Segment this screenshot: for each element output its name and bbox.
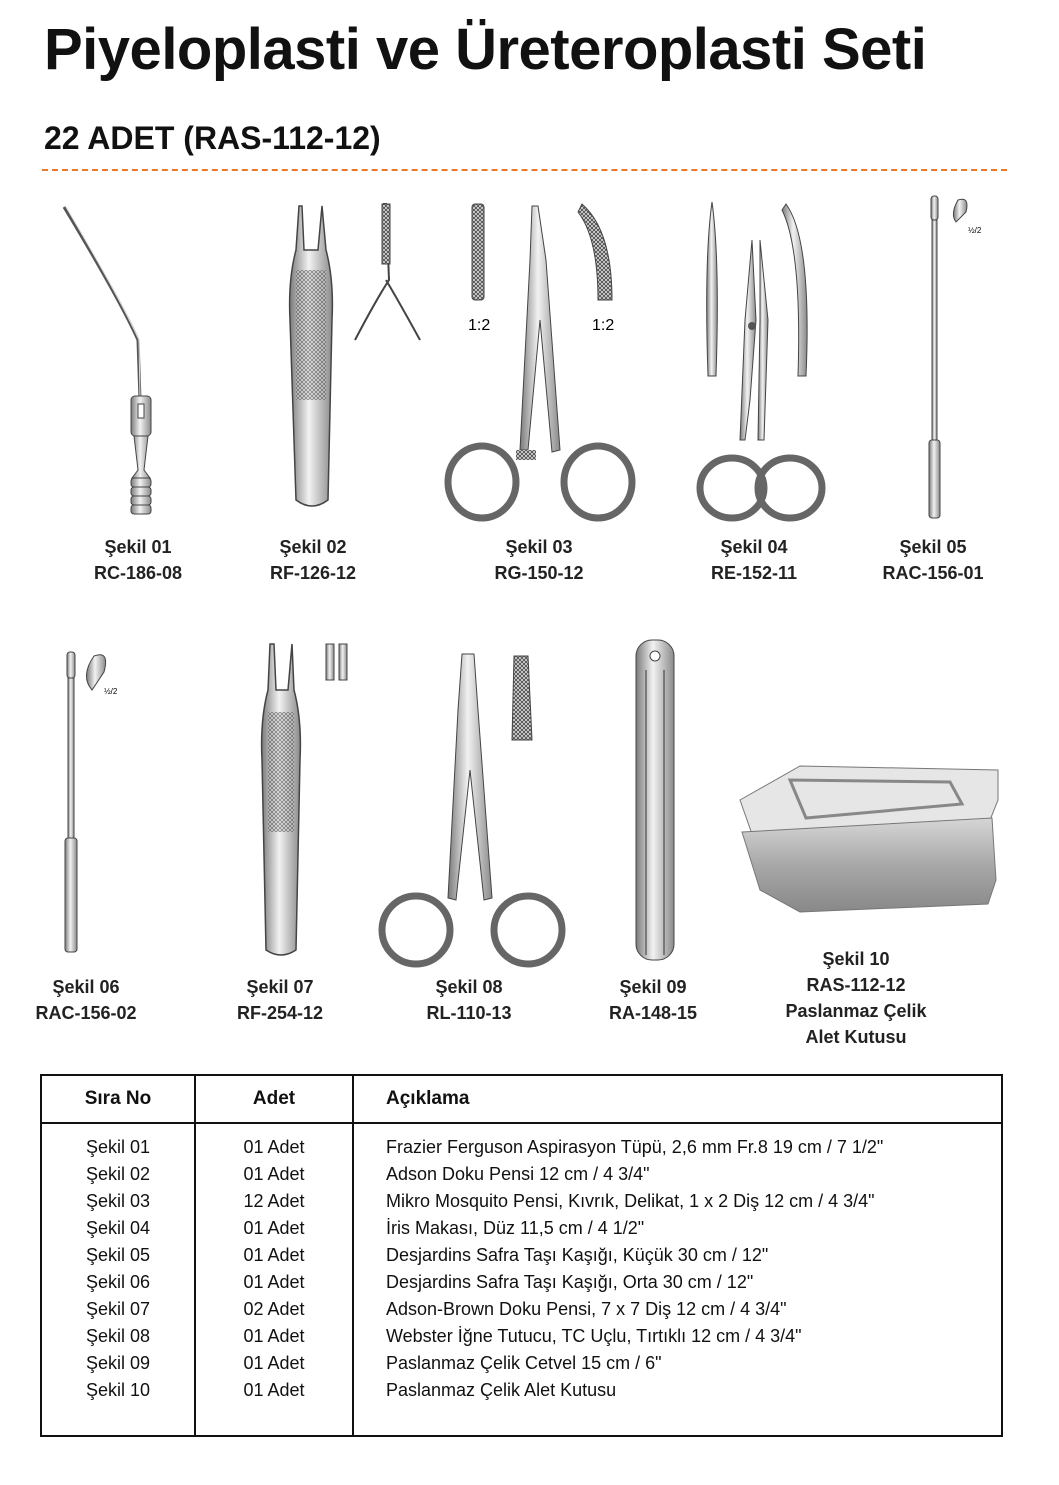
figure-caption	[426, 974, 511, 1026]
adson-brown-forceps-icon	[262, 644, 347, 955]
table-cell: 01 Adet	[243, 1353, 305, 1373]
table-cell: Şekil 02	[85, 1164, 151, 1184]
iris-scissors-icon	[700, 202, 822, 518]
column-header-qty: Adet	[195, 1075, 353, 1123]
table-cell: 01 Adet	[243, 1272, 305, 1292]
figure-caption	[94, 534, 182, 586]
scale-note: ½/2	[104, 687, 118, 696]
gallstone-scoop-icon	[929, 196, 967, 518]
table-cell: Şekil 01	[85, 1137, 151, 1157]
table-cell: Desjardins Safra Taşı Kaşığı, Küçük 30 cm / 12"	[386, 1245, 769, 1265]
table-cell: 01 Adet	[243, 1164, 305, 1184]
figure-label: Şekil 08	[435, 977, 503, 997]
figure-code: RG-150-12	[494, 563, 584, 583]
figure-caption	[270, 534, 356, 586]
ruler-icon	[636, 640, 674, 960]
tissue-forceps-icon	[290, 204, 420, 506]
figure-label: Şekil 03	[505, 537, 573, 557]
figure-code: RE-152-11	[710, 563, 798, 583]
instrument-box-icon	[740, 766, 998, 912]
figure-caption	[237, 974, 323, 1026]
figure-caption	[609, 974, 697, 1026]
table-cell: Paslanmaz Çelik Alet Kutusu	[386, 1380, 617, 1400]
table-cell: 01 Adet	[243, 1218, 305, 1238]
table-cell: Şekil 03	[85, 1191, 151, 1211]
figure-code: RAS-112-12	[806, 975, 906, 995]
suction-tube-icon	[64, 207, 151, 514]
qty-column	[195, 1123, 353, 1436]
table-cell: Frazier Ferguson Aspirasyon Tüpü, 2,6 mm Fr.8 19 cm / 7 1/2"	[386, 1137, 884, 1157]
table-cell: Şekil 10	[85, 1380, 151, 1400]
figure-code: RAC-156-02	[35, 1003, 137, 1023]
table-cell: Şekil 06	[85, 1272, 151, 1292]
table-cell: 12 Adet	[243, 1191, 305, 1211]
figure-label: Şekil 10	[822, 949, 890, 969]
figure-label: Şekil 07	[246, 977, 314, 997]
figure-label: Şekil 04	[720, 537, 788, 557]
figure-label: Şekil 01	[104, 537, 172, 557]
figure-code: RA-148-15	[608, 1003, 698, 1023]
table-cell: Şekil 05	[85, 1245, 151, 1265]
no-column	[41, 1123, 195, 1436]
figure-caption	[882, 534, 983, 586]
figure-caption	[494, 534, 583, 586]
needle-holder-icon	[382, 654, 562, 964]
table-cell: 02 Adet	[243, 1299, 305, 1319]
set-subtitle: 22 ADET (RAS-112-12)	[44, 120, 381, 156]
figure-code: RC-186-08	[93, 563, 183, 583]
figure-caption	[35, 974, 136, 1026]
table-cell: Şekil 09	[85, 1353, 151, 1373]
desc-column	[353, 1123, 1002, 1436]
figure-code: RAC-156-01	[882, 563, 984, 583]
scale-note-left: 1:2	[468, 317, 491, 334]
gallstone-scoop-icon	[65, 652, 106, 952]
figure-caption	[711, 534, 797, 586]
table-cell: Paslanmaz Çelik Cetvel 15 cm / 6"	[386, 1353, 662, 1373]
table-cell: Adson-Brown Doku Pensi, 7 x 7 Diş 12 cm / 4 3/4"	[386, 1299, 787, 1319]
table-cell: 01 Adet	[243, 1137, 305, 1157]
figure-label: Şekil 09	[619, 977, 687, 997]
table-cell: 01 Adet	[243, 1380, 305, 1400]
figure-label: Şekil 02	[279, 537, 347, 557]
page-title: Piyeloplasti ve Üreteroplasti Seti	[44, 17, 927, 82]
table-body	[41, 1123, 1002, 1436]
items-table	[40, 1074, 1003, 1437]
scale-note: ½/2	[968, 226, 982, 235]
mosquito-forceps-icon	[448, 204, 632, 518]
table-cell: Şekil 07	[85, 1299, 151, 1319]
figure-description: Paslanmaz Çelik	[785, 1001, 927, 1021]
table-cell: 01 Adet	[243, 1326, 305, 1346]
table-cell: Desjardins Safra Taşı Kaşığı, Orta 30 cm / 12"	[386, 1272, 754, 1292]
figure-label: Şekil 06	[52, 977, 120, 997]
figure-code: RL-110-13	[426, 1003, 512, 1023]
figure-code: RF-254-12	[236, 1003, 324, 1023]
table-cell: 01 Adet	[243, 1245, 305, 1265]
table-cell: Şekil 04	[85, 1218, 151, 1238]
column-header-no: Sıra No	[41, 1075, 195, 1123]
table-header-row	[41, 1075, 1002, 1123]
table-cell: Adson Doku Pensi 12 cm / 4 3/4"	[386, 1164, 650, 1184]
figure-description: Alet Kutusu	[805, 1027, 907, 1047]
table-cell: Mikro Mosquito Pensi, Kıvrık, Delikat, 1 x 2 Diş 12 cm / 4 3/4"	[386, 1191, 875, 1211]
column-header-desc: Açıklama	[353, 1075, 1002, 1123]
scale-note-right: 1:2	[592, 317, 615, 334]
figure-caption	[785, 946, 926, 1050]
figure-code: RF-126-12	[269, 563, 357, 583]
table-cell: İris Makası, Düz 11,5 cm / 4 1/2"	[386, 1218, 645, 1238]
figure-label: Şekil 05	[899, 537, 967, 557]
table-cell: Webster İğne Tutucu, TC Uçlu, Tırtıklı 12 cm / 4 3/4"	[386, 1326, 802, 1346]
table-cell: Şekil 08	[85, 1326, 151, 1346]
